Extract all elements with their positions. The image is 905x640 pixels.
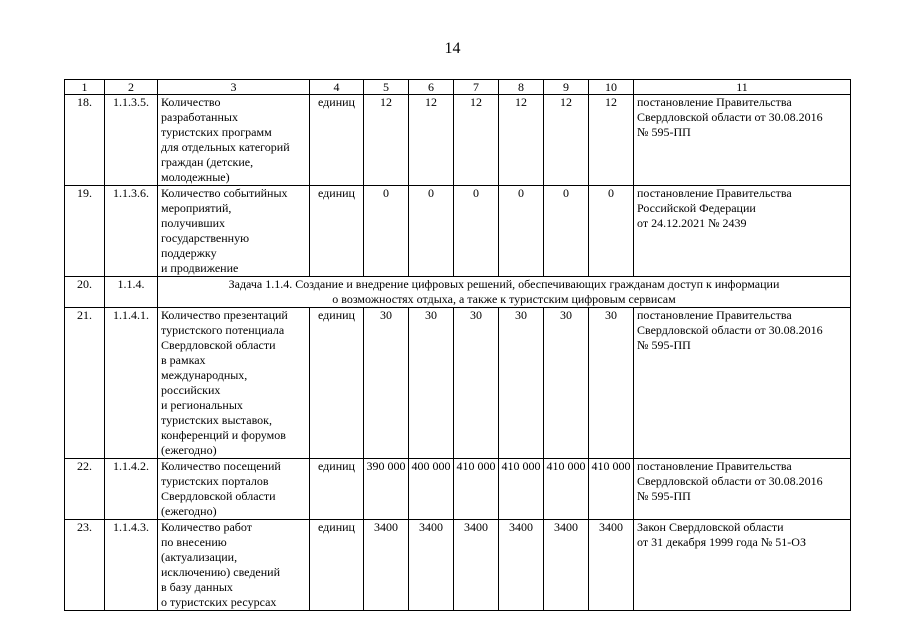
source-document-line: постановление Правительства (637, 186, 792, 200)
value-cell: 12 (499, 95, 544, 186)
indicator-name-line: молодежные) (161, 170, 230, 184)
table-row (65, 459, 851, 520)
source-document-cell (634, 95, 851, 186)
row-code-cell: 1.1.4.2. (105, 459, 158, 520)
value-cell: 400 000 (409, 459, 454, 520)
indicator-name-cell (158, 95, 310, 186)
row-number-cell: 19. (65, 186, 105, 277)
column-header: 9 (544, 80, 589, 95)
table-row (65, 186, 851, 277)
source-document-line: Свердловской области от 30.08.2016 (637, 323, 823, 337)
source-document-cell (634, 308, 851, 459)
unit-cell: единиц (310, 520, 364, 611)
value-cell: 12 (454, 95, 499, 186)
indicator-name-line: получивших (161, 216, 226, 230)
value-cell: 3400 (589, 520, 634, 611)
value-cell: 410 000 (544, 459, 589, 520)
indicator-name-line: Свердловской области (161, 489, 276, 503)
row-number-cell: 21. (65, 308, 105, 459)
unit-cell: единиц (310, 459, 364, 520)
value-cell: 0 (499, 186, 544, 277)
value-cell: 12 (589, 95, 634, 186)
source-document-line: постановление Правительства (637, 459, 792, 473)
indicator-name-line: международных, (161, 368, 248, 382)
value-cell: 3400 (409, 520, 454, 611)
source-document-line: Свердловской области от 30.08.2016 (637, 474, 823, 488)
value-cell: 30 (454, 308, 499, 459)
indicator-name-line: Количество посещений (161, 459, 281, 473)
source-document-line: от 24.12.2021 № 2439 (637, 216, 747, 230)
indicator-name-cell (158, 520, 310, 611)
value-cell: 30 (499, 308, 544, 459)
indicator-name-line: государственную (161, 231, 250, 245)
indicator-name-line: Количество работ (161, 520, 252, 534)
column-number-header-row (65, 80, 851, 95)
column-header: 6 (409, 80, 454, 95)
column-header: 5 (364, 80, 409, 95)
value-cell: 3400 (454, 520, 499, 611)
source-document-line: Свердловской области от 30.08.2016 (637, 110, 823, 124)
source-document-line: № 595-ПП (637, 338, 691, 352)
source-document-line: постановление Правительства (637, 308, 792, 322)
source-document-cell (634, 520, 851, 611)
value-cell: 12 (364, 95, 409, 186)
value-cell: 3400 (544, 520, 589, 611)
indicator-name-cell (158, 459, 310, 520)
column-header: 3 (158, 80, 310, 95)
indicator-name-cell (158, 186, 310, 277)
column-header: 2 (105, 80, 158, 95)
indicator-name-line: (актуализации, (161, 550, 238, 564)
source-document-cell (634, 459, 851, 520)
source-document-line: от 31 декабря 1999 года № 51-ОЗ (637, 535, 806, 549)
indicator-name-line: в базу данных (161, 580, 233, 594)
indicator-name-line: и региональных (161, 398, 243, 412)
column-header: 11 (634, 80, 851, 95)
table-row (65, 520, 851, 611)
row-number-cell: 18. (65, 95, 105, 186)
indicator-name-line: (ежегодно) (161, 504, 217, 518)
value-cell: 0 (364, 186, 409, 277)
indicator-name-line: о туристских ресурсах (161, 595, 277, 609)
indicator-name-line: разработанных (161, 110, 238, 124)
value-cell: 3400 (499, 520, 544, 611)
column-header: 7 (454, 80, 499, 95)
source-document-line: № 595-ПП (637, 125, 691, 139)
row-code-cell: 1.1.3.6. (105, 186, 158, 277)
source-document-line: № 595-ПП (637, 489, 691, 503)
task-row (65, 277, 851, 308)
indicator-name-line: исключению) сведений (161, 565, 281, 579)
value-cell: 390 000 (364, 459, 409, 520)
indicator-name-cell (158, 308, 310, 459)
indicator-name-line: по внесению (161, 535, 227, 549)
value-cell: 0 (544, 186, 589, 277)
value-cell: 410 000 (589, 459, 634, 520)
value-cell: 12 (409, 95, 454, 186)
value-cell: 30 (589, 308, 634, 459)
source-document-cell (634, 186, 851, 277)
source-document-line: постановление Правительства (637, 95, 792, 109)
value-cell: 3400 (364, 520, 409, 611)
value-cell: 12 (544, 95, 589, 186)
value-cell: 0 (454, 186, 499, 277)
page-number: 14 (444, 40, 461, 57)
indicator-name-line: мероприятий, (161, 201, 232, 215)
indicator-name-line: в рамках (161, 353, 206, 367)
indicator-name-line: граждан (детские, (161, 155, 254, 169)
indicator-name-line: поддержку (161, 246, 217, 260)
indicators-table (64, 79, 851, 611)
indicator-name-line: туристских программ (161, 125, 272, 139)
value-cell: 30 (544, 308, 589, 459)
column-header: 8 (499, 80, 544, 95)
row-code-cell: 1.1.3.5. (105, 95, 158, 186)
indicator-name-line: конференций и форумов (161, 428, 286, 442)
indicator-name-line: для отдельных категорий (161, 140, 290, 154)
table-row (65, 95, 851, 186)
value-cell: 410 000 (454, 459, 499, 520)
value-cell: 0 (409, 186, 454, 277)
task-title-line: Задача 1.1.4. Создание и внедрение цифровых решений, обеспечивающих гражданам доступ к информации (228, 277, 780, 291)
indicator-name-line: Количество (161, 95, 221, 109)
indicator-name-line: российских (161, 383, 221, 397)
indicator-name-line: туристских выставок, (161, 413, 272, 427)
unit-cell: единиц (310, 95, 364, 186)
column-header: 1 (65, 80, 105, 95)
value-cell: 30 (364, 308, 409, 459)
indicator-name-line: туристского потенциала (161, 323, 285, 337)
task-title-cell (158, 277, 851, 308)
column-header: 4 (310, 80, 364, 95)
value-cell: 30 (409, 308, 454, 459)
source-document-line: Закон Свердловской области (637, 520, 784, 534)
row-code-cell: 1.1.4.1. (105, 308, 158, 459)
row-code-cell: 1.1.4.3. (105, 520, 158, 611)
row-number-cell: 22. (65, 459, 105, 520)
row-code-cell: 1.1.4. (105, 277, 158, 308)
value-cell: 0 (589, 186, 634, 277)
row-number-cell: 23. (65, 520, 105, 611)
table-row (65, 308, 851, 459)
column-header: 10 (589, 80, 634, 95)
indicator-name-line: Свердловской области (161, 338, 276, 352)
unit-cell: единиц (310, 186, 364, 277)
indicator-name-line: Количество презентаций (161, 308, 288, 322)
value-cell: 410 000 (499, 459, 544, 520)
indicator-name-line: (ежегодно) (161, 443, 217, 457)
unit-cell: единиц (310, 308, 364, 459)
indicator-name-line: Количество событийных (161, 186, 288, 200)
indicator-name-line: туристских порталов (161, 474, 269, 488)
indicator-name-line: и продвижение (161, 261, 239, 275)
row-number-cell: 20. (65, 277, 105, 308)
task-title-line: о возможностях отдыха, а также к туристским цифровым сервисам (332, 292, 676, 306)
source-document-line: Российской Федерации (637, 201, 756, 215)
